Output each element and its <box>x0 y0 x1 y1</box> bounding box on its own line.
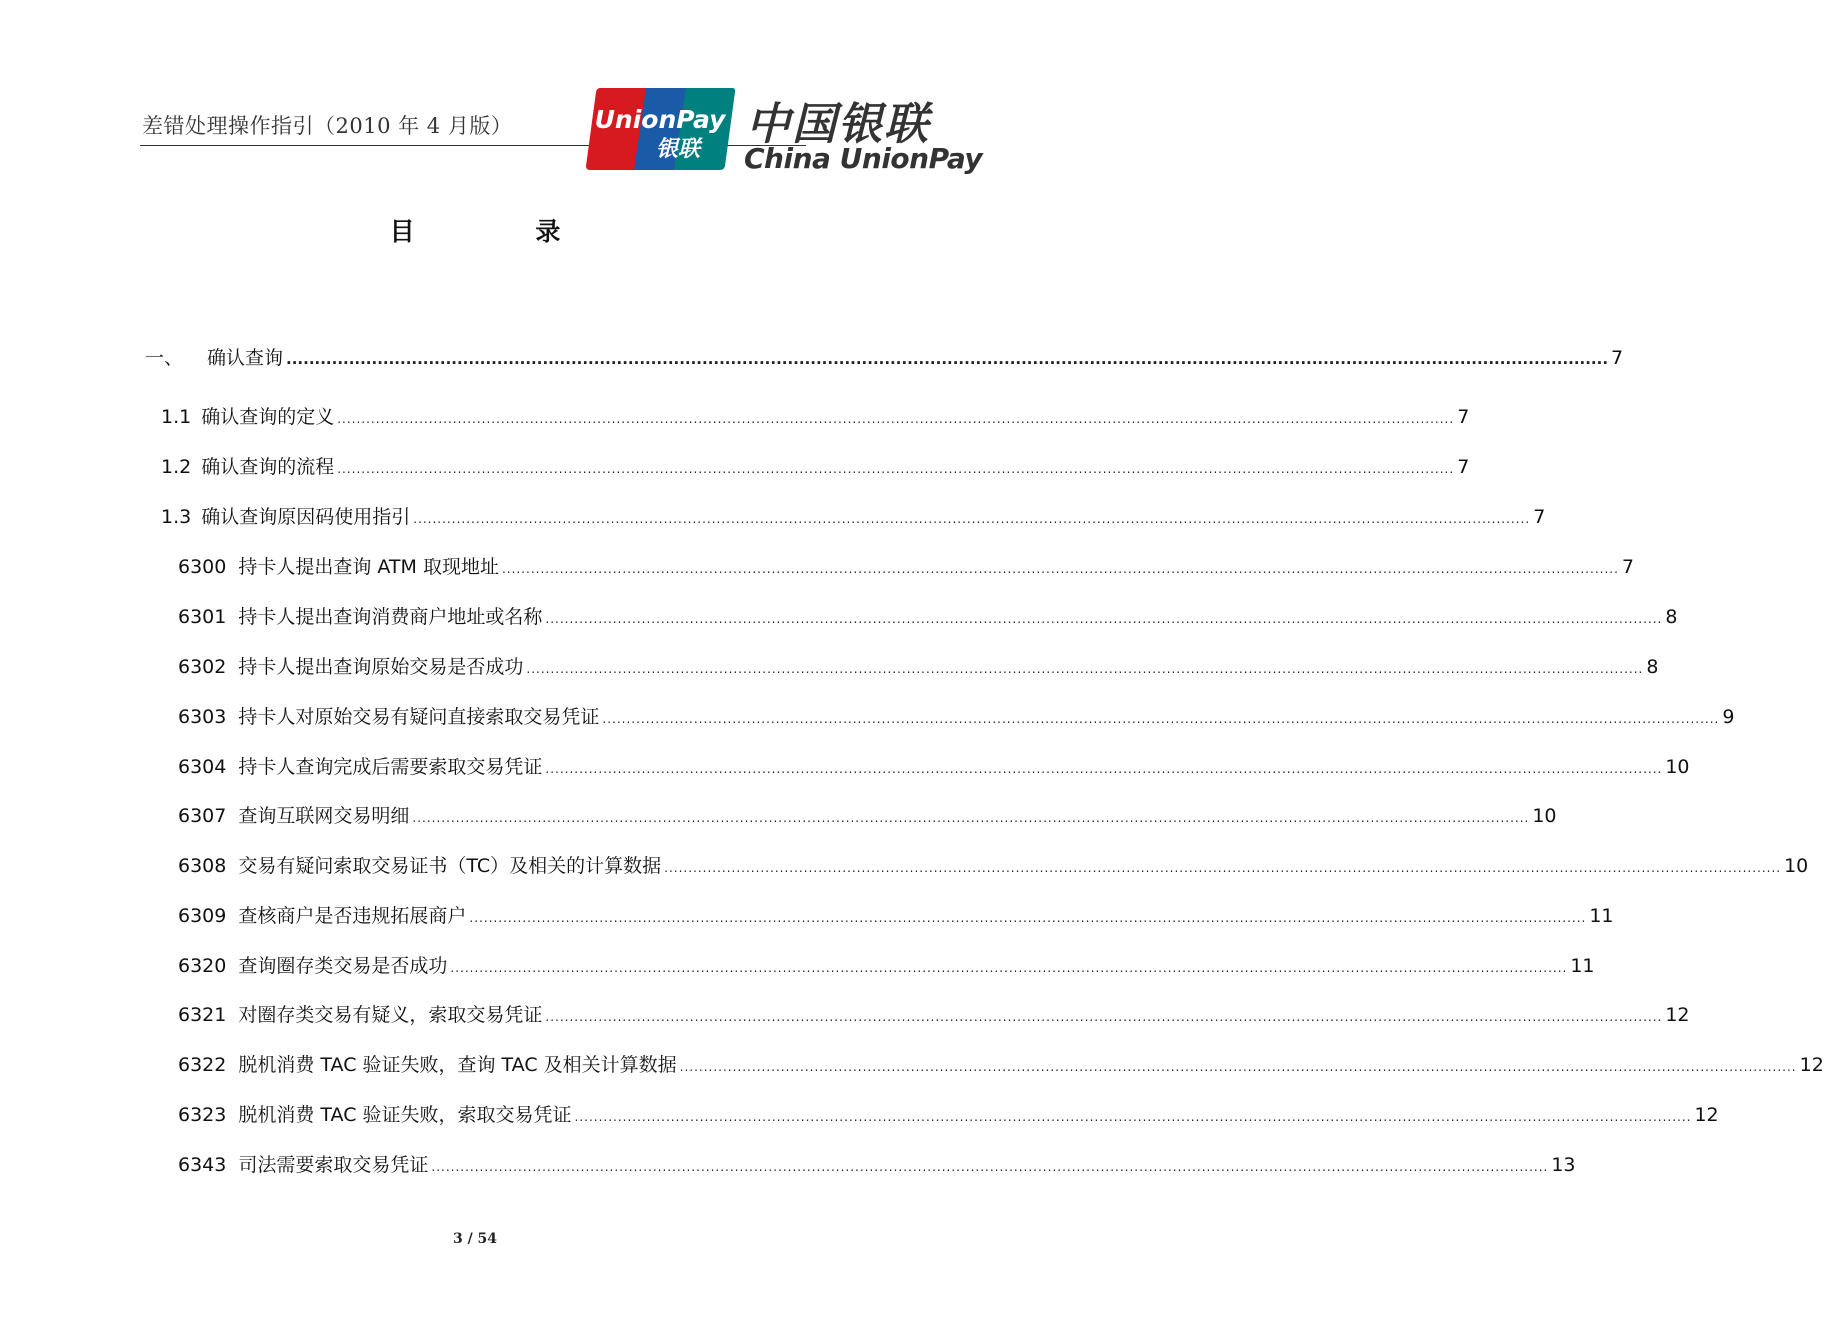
toc-entry-number: 6301 <box>178 606 227 628</box>
toc-leader-dots <box>575 1110 1692 1124</box>
toc-entry-page: 7 <box>1621 556 1635 578</box>
toc-entry[interactable] <box>178 652 1659 679</box>
toc-entry-label: 脱机消费 TAC 验证失败，索取交易凭证 <box>238 1104 572 1126</box>
toc-entry-number: 6320 <box>178 955 227 977</box>
toc-leader-dots <box>680 1060 1797 1074</box>
toc-leader-dots <box>431 1160 1548 1174</box>
toc-entry-number: 6302 <box>178 656 227 678</box>
toc-entry-label: 查核商户是否违规拓展商户 <box>238 905 467 927</box>
logo-name-cn: 中国银联 <box>746 99 930 150</box>
toc-leader-dots <box>602 712 1719 726</box>
toc-entry-page: 11 <box>1589 905 1614 927</box>
toc-entry-label: 持卡人查询完成后需要索取交易凭证 <box>238 756 543 778</box>
toc-entry[interactable] <box>178 801 1557 828</box>
toc-leader-dots <box>664 861 1781 875</box>
toc-entry[interactable] <box>178 1000 1690 1027</box>
toc-leader-dots <box>545 1010 1662 1024</box>
toc-entry-number: 1.1 <box>161 406 192 428</box>
toc-entry-label: 持卡人对原始交易有疑问直接索取交易凭证 <box>238 706 600 728</box>
toc-entry-number: 1.2 <box>161 456 192 478</box>
toc-entry[interactable] <box>161 402 1470 429</box>
toc-entry[interactable] <box>161 502 1546 529</box>
toc-entry-page: 7 <box>1457 406 1470 428</box>
toc-entry-number: 6321 <box>178 1004 227 1026</box>
toc-entry-number: 6308 <box>178 855 227 877</box>
toc-entry-label: 确认查询原因码使用指引 <box>201 506 411 528</box>
toc-entry-page: 10 <box>1665 756 1690 778</box>
toc-leader-dots <box>545 762 1662 776</box>
toc-entry[interactable] <box>178 851 1809 878</box>
toc-leader-dots <box>469 911 1586 925</box>
toc-entry-number: 一、 <box>145 347 184 369</box>
toc-entry[interactable] <box>145 343 1624 370</box>
toc-leader-dots <box>337 462 1454 476</box>
toc-entry-number: 6323 <box>178 1104 227 1126</box>
toc-entry[interactable] <box>178 752 1690 779</box>
toc-entry-number: 6309 <box>178 905 227 927</box>
toc-leader-dots <box>526 662 1643 676</box>
toc-entry-label: 确认查询的流程 <box>201 456 335 478</box>
toc-entry[interactable] <box>178 951 1595 978</box>
document-header-title: 差错处理操作指引（2010 年 4 月版） <box>142 114 513 138</box>
toc-entry-page: 10 <box>1532 805 1557 827</box>
toc-entry-number: 6304 <box>178 756 227 778</box>
toc-entry-page: 7 <box>1533 506 1546 528</box>
toc-entry-label: 查询互联网交易明细 <box>238 805 410 827</box>
toc-leader-dots <box>286 350 1608 368</box>
toc-entry-page: 8 <box>1646 656 1659 678</box>
toc-leader-dots <box>412 811 1529 825</box>
toc-entry[interactable] <box>178 1100 1719 1127</box>
toc-entry[interactable] <box>178 1050 1824 1077</box>
page-number: 3 / 54 <box>452 1231 498 1247</box>
unionpay-logo <box>586 86 983 175</box>
toc-entry-label: 对圈存类交易有疑义，索取交易凭证 <box>238 1004 543 1026</box>
toc-entry[interactable] <box>178 602 1678 629</box>
toc-entry[interactable] <box>178 552 1635 579</box>
toc-entry-label: 交易有疑问索取交易证书（TC）及相关的计算数据 <box>238 855 662 877</box>
toc-entry-number: 6307 <box>178 805 227 827</box>
toc-entry[interactable] <box>178 901 1614 928</box>
toc-entry-number: 6300 <box>178 556 227 578</box>
logo-name-en: China UnionPay <box>744 142 983 175</box>
toc-entry-page: 7 <box>1457 456 1470 478</box>
card-text-en: UnionPay <box>594 105 726 134</box>
toc-leader-dots <box>545 612 1662 626</box>
toc-entry-page: 12 <box>1665 1004 1690 1026</box>
toc-entry-label: 司法需要索取交易凭证 <box>238 1154 429 1176</box>
toc-leader-dots <box>502 562 1619 576</box>
toc-entry-number: 6343 <box>178 1154 227 1176</box>
toc-entry-label: 持卡人提出查询原始交易是否成功 <box>238 656 524 678</box>
toc-leader-dots <box>337 412 1454 426</box>
toc-entry-number: 1.3 <box>161 506 192 528</box>
toc-entry-label: 持卡人提出查询 ATM 取现地址 <box>238 556 499 578</box>
toc-entry-page: 9 <box>1722 706 1735 728</box>
toc-title: 目 录 <box>389 217 617 246</box>
toc-entry-page: 10 <box>1784 855 1809 877</box>
toc-entry-page: 7 <box>1611 347 1624 369</box>
toc-entry-label: 确认查询 <box>207 347 284 369</box>
toc-entry-label: 查询圈存类交易是否成功 <box>238 955 448 977</box>
toc-entry-label: 持卡人提出查询消费商户地址或名称 <box>238 606 543 628</box>
toc-entry-page: 12 <box>1799 1054 1824 1076</box>
toc-entry[interactable] <box>178 702 1735 729</box>
toc-entry-label: 确认查询的定义 <box>201 406 335 428</box>
unionpay-card-logo-icon <box>586 86 736 172</box>
card-text-cn: 银联 <box>655 137 701 162</box>
toc-entry-page: 11 <box>1570 955 1595 977</box>
toc-entry[interactable] <box>178 1150 1576 1177</box>
toc-leader-dots <box>413 512 1530 526</box>
toc-entry-number: 6303 <box>178 706 227 728</box>
toc-entry-page: 8 <box>1665 606 1678 628</box>
toc-entry-page: 13 <box>1551 1154 1576 1176</box>
toc-entry[interactable] <box>161 452 1470 479</box>
toc-entry-page: 12 <box>1694 1104 1719 1126</box>
toc-entry-number: 6322 <box>178 1054 227 1076</box>
toc-entry-label: 脱机消费 TAC 验证失败，查询 TAC 及相关计算数据 <box>238 1054 677 1076</box>
toc-leader-dots <box>450 961 1567 975</box>
